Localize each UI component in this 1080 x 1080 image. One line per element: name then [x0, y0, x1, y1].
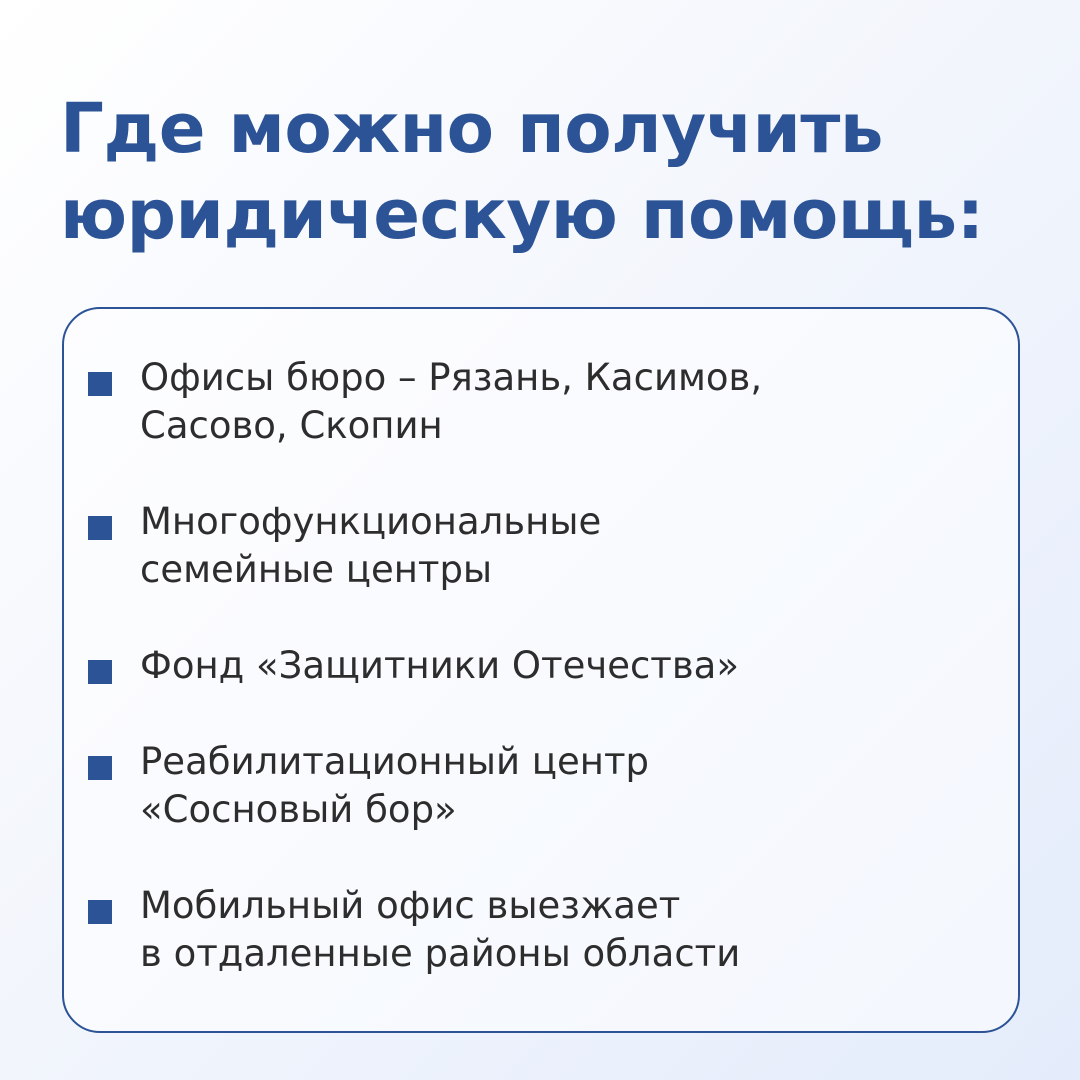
list-item-text: Офисы бюро – Рязань, Касимов, Сасово, Скопин	[140, 356, 763, 447]
square-bullet-icon	[88, 756, 112, 780]
list-item-family-centers	[88, 498, 988, 594]
square-bullet-icon	[88, 372, 112, 396]
page-title	[60, 86, 1050, 258]
list-item-defenders-fund	[88, 642, 988, 690]
square-bullet-icon	[88, 900, 112, 924]
list-item-text: Мобильный офис выезжает в отдаленные районы области	[140, 884, 741, 975]
square-bullet-icon	[88, 516, 112, 540]
locations-list	[88, 354, 988, 1026]
list-item-text: Реабилитационный центр «Сосновый бор»	[140, 740, 649, 831]
page-title-line-1: Где можно получить	[60, 89, 884, 169]
square-bullet-icon	[88, 660, 112, 684]
list-item-rehab-center	[88, 738, 988, 834]
locations-card	[62, 307, 1020, 1033]
list-item-text: Многофункциональные семейные центры	[140, 500, 602, 591]
list-item-mobile-office	[88, 882, 988, 978]
list-item-text: Фонд «Защитники Отечества»	[140, 644, 739, 687]
list-item-bureau-offices	[88, 354, 988, 450]
page-title-line-2: юридическую помощь:	[60, 175, 984, 255]
